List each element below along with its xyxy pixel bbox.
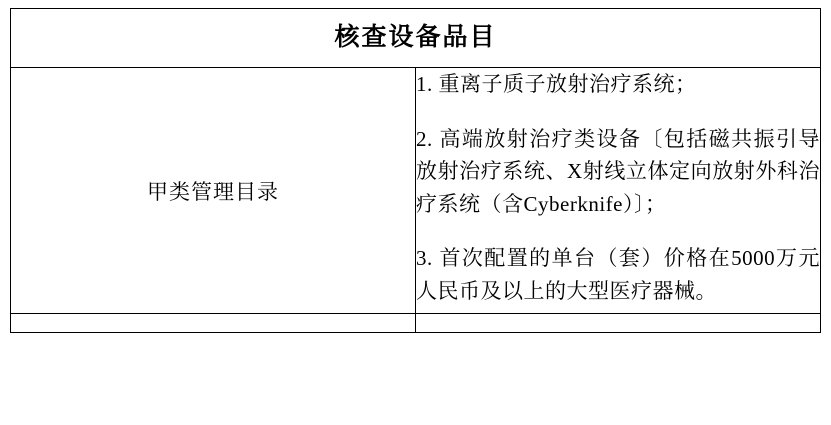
list-item: 1. 重离子质子放射治疗系统； <box>416 72 697 96</box>
row-content-category-a <box>416 68 821 314</box>
row-label-next <box>11 314 416 333</box>
equipment-catalog-table <box>10 8 821 333</box>
table-header-row <box>11 9 821 68</box>
table-row <box>11 68 821 314</box>
list-item: 3. 首次配置的单台（套）价格在5000万元人民币及以上的大型医疗器械。 <box>416 246 820 303</box>
table-row-next <box>11 314 821 333</box>
table-title: 核查设备品目 <box>11 9 821 68</box>
row-label-category-a: 甲类管理目录 <box>11 68 416 314</box>
list-item: 2. 高端放射治疗类设备〔包括磁共振引导放射治疗系统、X射线立体定向放射外科治疗系统（含Cyberknife）〕； <box>416 126 820 216</box>
row-content-next <box>416 314 821 333</box>
